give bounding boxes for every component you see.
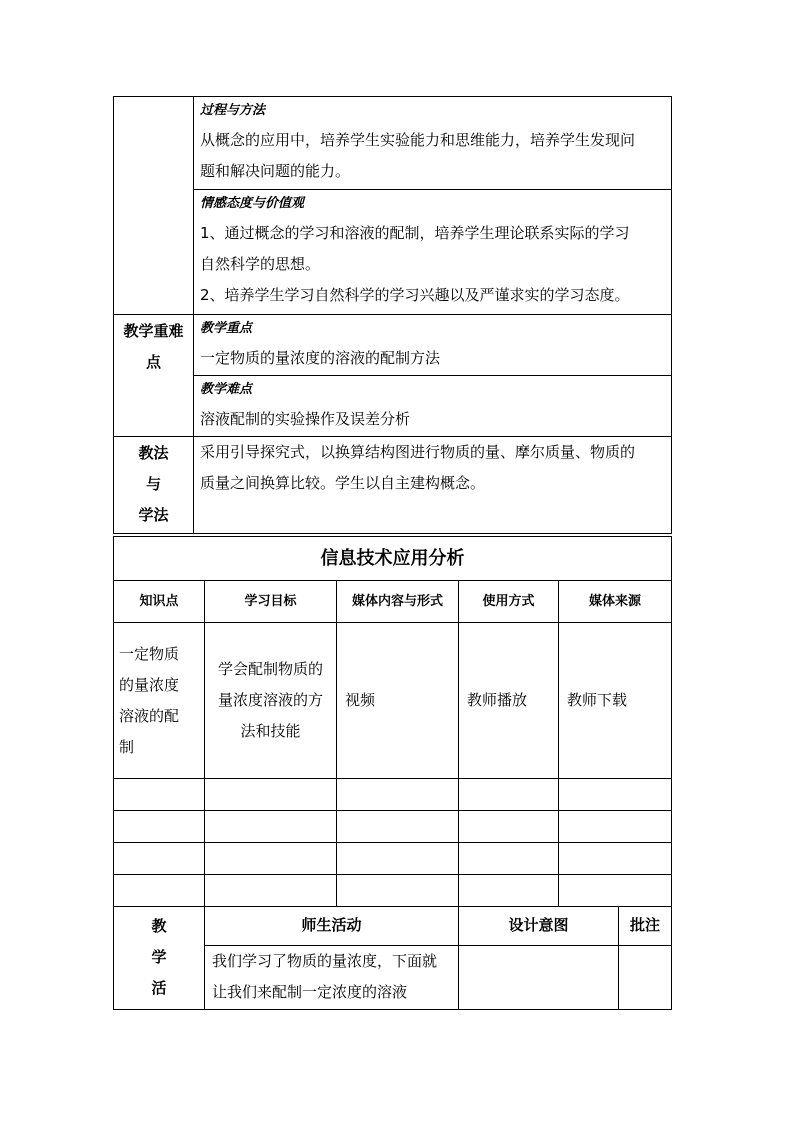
it-analysis-header-row: [114, 581, 672, 623]
process-method-cell: [194, 97, 672, 190]
knowledge-line-3: 溶液的配: [119, 706, 180, 725]
attitude-line-3: 2、培养学生学习自然科学的学习兴趣以及严谨求实的学习态度。: [200, 286, 630, 304]
activities-label-char-1: 教: [151, 917, 167, 935]
source-cell: 教师下载: [559, 623, 672, 779]
it-analysis-table: [113, 536, 672, 907]
activities-label-char-3: 活: [151, 979, 167, 997]
key-point-cell: [194, 315, 672, 376]
activities-header-row: [114, 907, 672, 946]
difficult-point-text: 溶液配制的实验操作及误差分析: [200, 410, 411, 428]
header-knowledge: 知识点: [114, 581, 205, 623]
methods-row: [114, 437, 672, 534]
header-goal: 学习目标: [205, 581, 337, 623]
intent-cell: [459, 945, 619, 1009]
goal-cell: [205, 623, 337, 779]
attitude-values-row: [114, 190, 672, 315]
activity-cell: [205, 945, 459, 1009]
key-difficult-label-line-1: 教学重难: [123, 322, 184, 340]
difficult-point-cell: [194, 376, 672, 437]
notes-cell: [619, 945, 672, 1009]
table-row: [114, 875, 672, 907]
header-source: 媒体来源: [559, 581, 672, 623]
goal-line-3: 法和技能: [240, 722, 301, 740]
media-cell: 视频: [337, 623, 459, 779]
key-difficult-label-line-2: 点: [145, 353, 161, 371]
process-method-row: [114, 97, 672, 190]
attitude-values-heading: 情感态度与价值观: [200, 196, 305, 211]
usage-cell: 教师播放: [459, 623, 559, 779]
difficult-point-row: [114, 376, 672, 437]
knowledge-line-4: 制: [119, 737, 135, 756]
attitude-line-1: 1、通过概念的学习和溶液的配制，培养学生理论联系实际的学习: [200, 224, 630, 242]
header-notes: 批注: [619, 907, 672, 946]
header-usage: 使用方式: [459, 581, 559, 623]
attitude-line-2: 自然科学的思想。: [200, 255, 321, 273]
process-method-line-2: 题和解决问题的能力。: [200, 162, 351, 180]
attitude-values-cell: [194, 190, 672, 315]
methods-label-line-2: 与: [145, 475, 161, 493]
methods-label-line-1: 教法: [138, 444, 169, 462]
key-point-text: 一定物质的量浓度的溶液的配制方法: [200, 349, 441, 367]
goal-line-2: 量浓度溶液的方: [217, 691, 323, 709]
process-method-line-1: 从概念的应用中，培养学生实验能力和思维能力，培养学生发现问: [200, 131, 636, 149]
activities-label: [114, 907, 205, 1010]
table-row: [114, 779, 672, 811]
methods-cell: [194, 437, 672, 534]
table-row: [114, 623, 672, 779]
activity-line-2: 让我们来配制一定浓度的溶液: [212, 982, 408, 1001]
table-row: [114, 843, 672, 875]
table-row: [114, 811, 672, 843]
it-analysis-title: 信息技术应用分析: [114, 537, 672, 581]
key-point-heading: 教学重点: [200, 321, 253, 336]
activities-label-char-2: 学: [151, 948, 167, 966]
key-point-row: [114, 315, 672, 376]
methods-label-line-3: 学法: [138, 506, 169, 524]
knowledge-line-2: 的量浓度: [119, 675, 180, 694]
difficult-point-heading: 教学难点: [200, 382, 253, 397]
methods-label: [114, 437, 194, 534]
header-intent: 设计意图: [459, 907, 619, 946]
activity-line-1: 我们学习了物质的量浓度，下面就: [212, 951, 438, 970]
it-analysis-title-row: [114, 537, 672, 581]
knowledge-cell: [114, 623, 205, 779]
objectives-label-cell: [114, 97, 194, 315]
activities-table: [113, 906, 672, 1010]
methods-line-1: 采用引导探究式，以换算结构图进行物质的量、摩尔质量、物质的: [200, 443, 636, 461]
key-difficult-label: [114, 315, 194, 437]
header-activity: 师生活动: [205, 907, 459, 946]
goal-line-1: 学会配制物质的: [217, 660, 323, 678]
knowledge-line-1: 一定物质: [119, 644, 180, 663]
header-media: 媒体内容与形式: [337, 581, 459, 623]
lesson-plan-table: [113, 96, 672, 534]
methods-line-2: 质量之间换算比较。学生以自主建构概念。: [200, 474, 486, 492]
process-method-heading: 过程与方法: [200, 103, 266, 118]
